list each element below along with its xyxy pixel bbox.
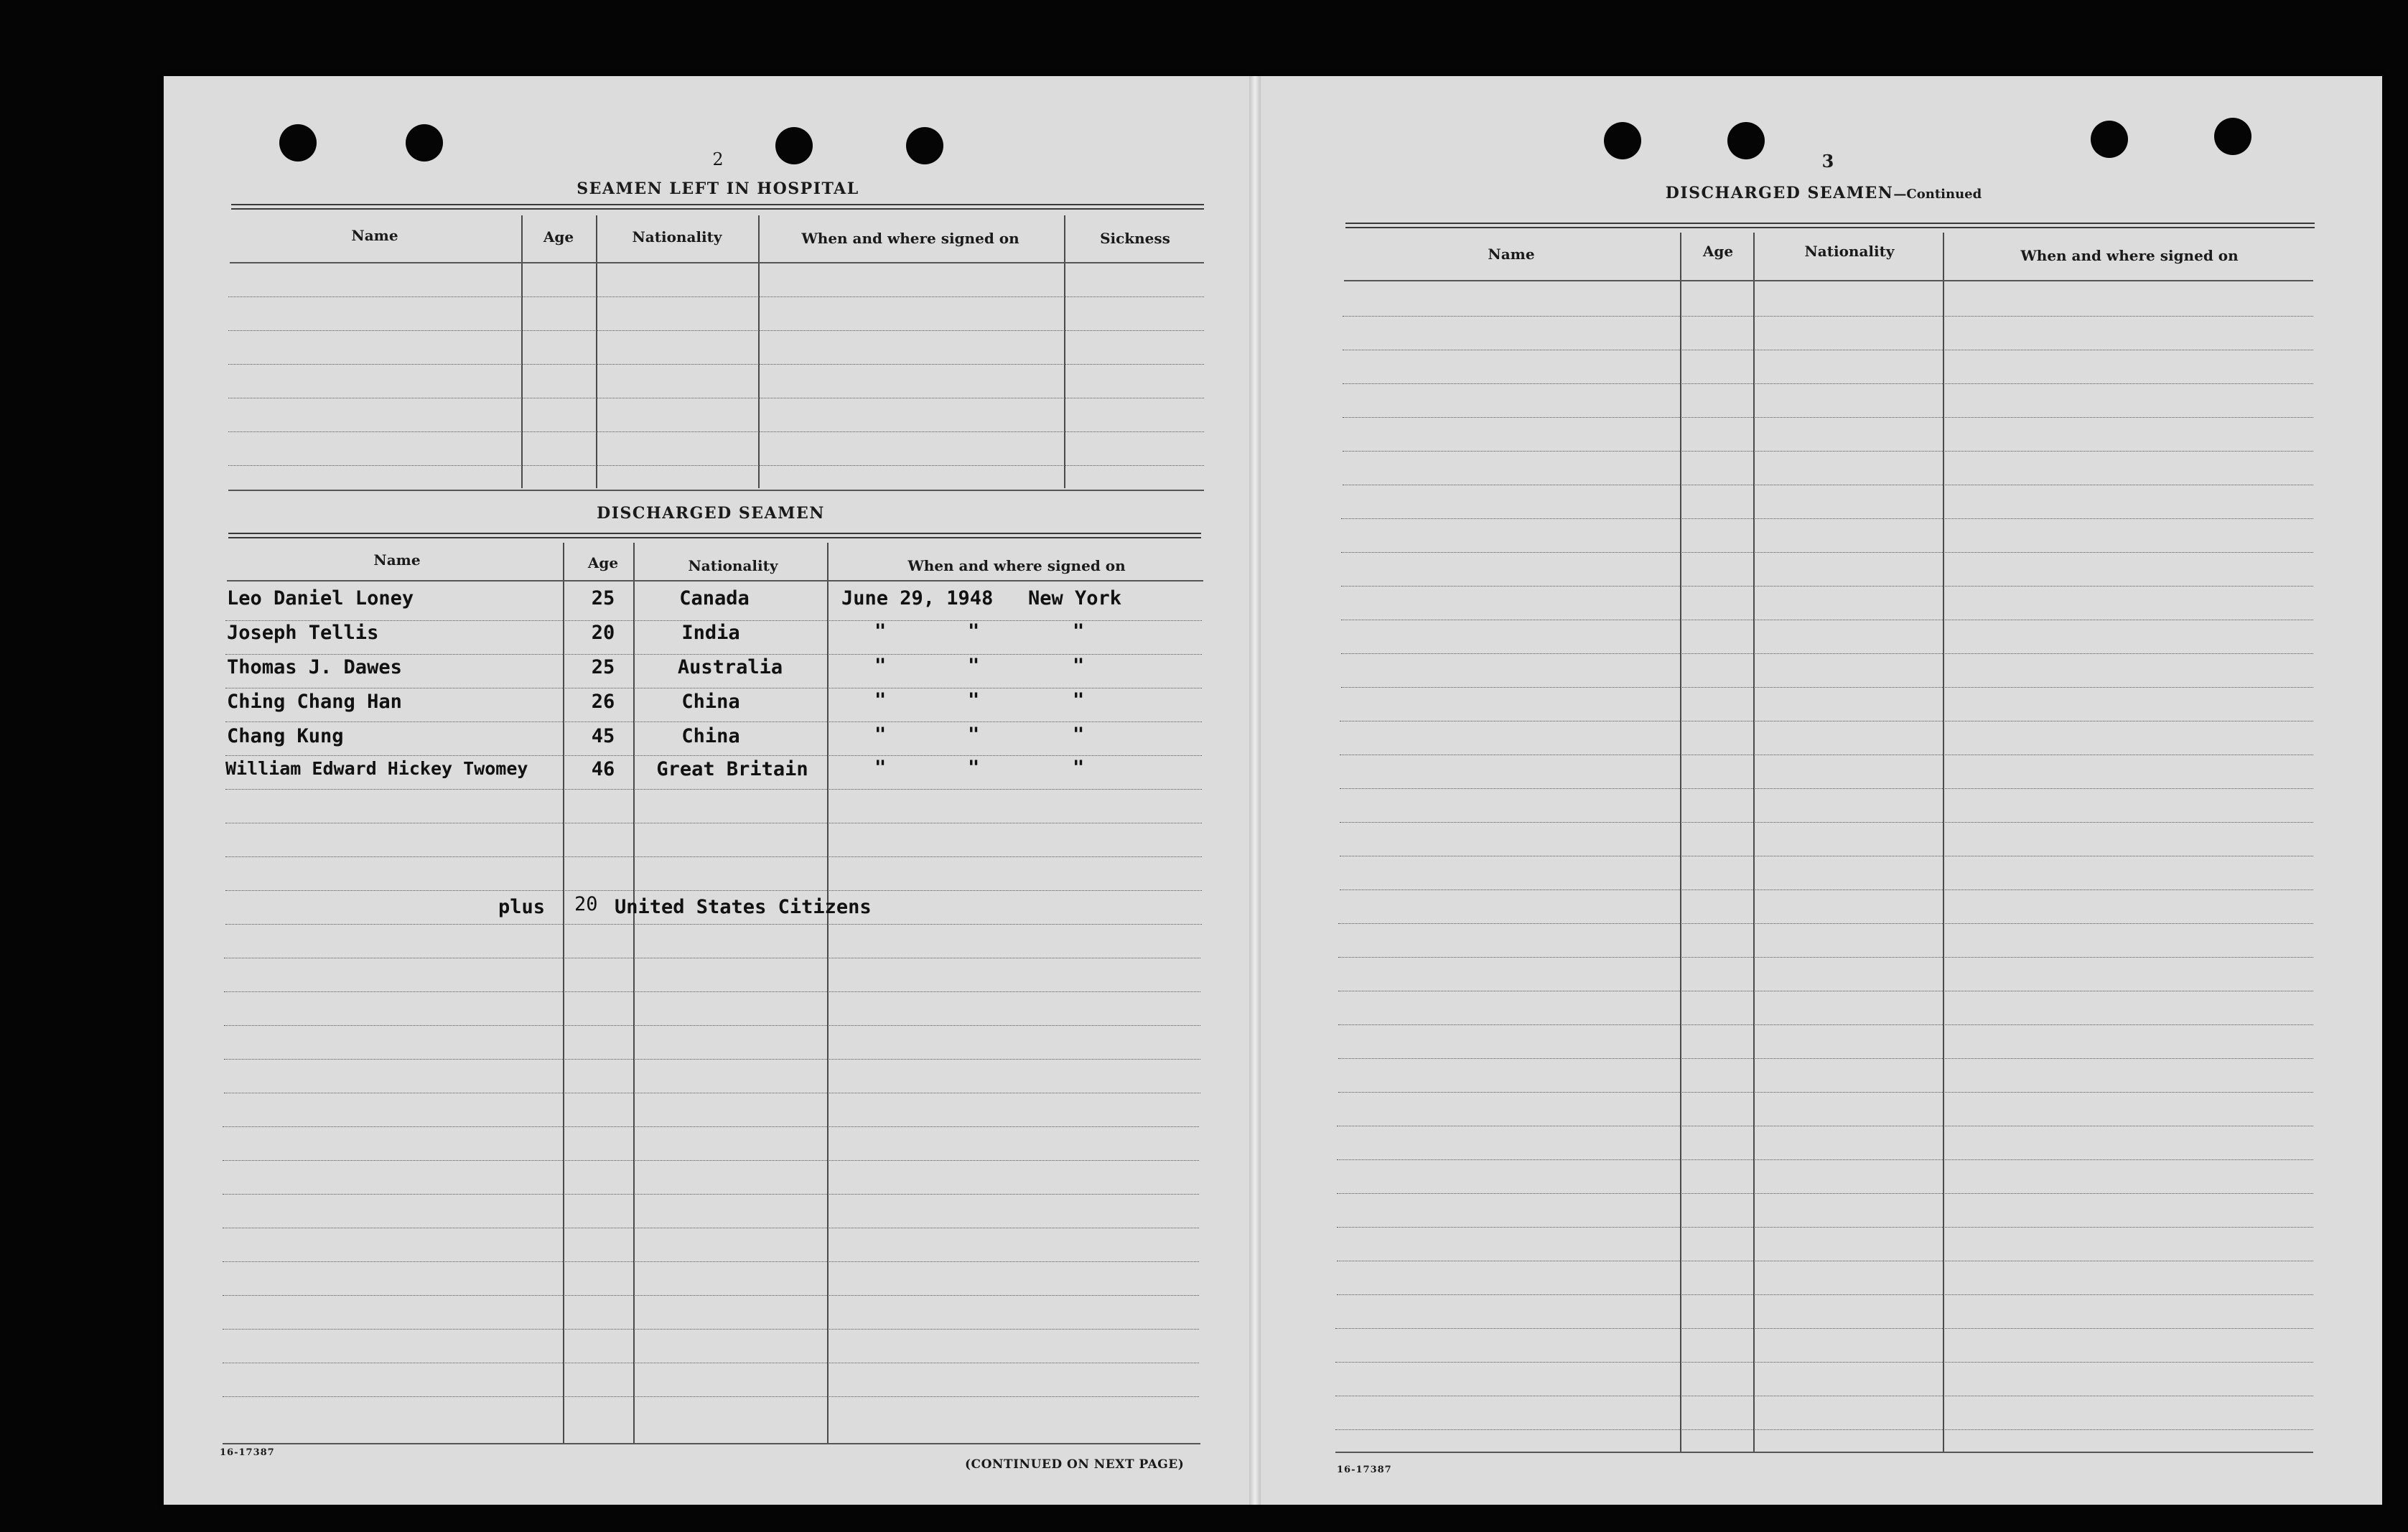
right-row-line [1340,889,2313,890]
seaman-nationality: China [681,725,740,747]
discharged-row-line [224,1059,1200,1060]
right-row-line [1343,316,2313,317]
ditto-mark: " [874,689,887,711]
hospital-header-rule [230,262,1204,263]
seaman-age: 25 [591,656,615,678]
hospital-col-sickness: Sickness [1100,230,1170,247]
discharged-divider [563,543,564,1444]
page-number: 3 [1821,151,1834,172]
discharged-row-line [225,620,1202,621]
seaman-nationality: Canada [679,587,750,609]
discharged-bottom-rule [223,1443,1200,1444]
hospital-row-line [228,296,1204,297]
ditto-mark: " [968,757,980,779]
right-page [1255,76,2382,1505]
discharged-row-line [225,755,1202,756]
punch-hole [2214,118,2251,155]
punch-hole [1604,122,1641,159]
ditto-mark: " [1073,655,1085,677]
discharged-row-line [223,1396,1199,1397]
discharged-row-line [225,924,1202,925]
title-main: DISCHARGED SEAMEN [1665,184,1894,202]
seaman-name: William Edward Hickey Twomey [225,758,528,779]
discharged-row-line [224,1025,1200,1026]
right-row-line [1343,451,2313,452]
ditto-mark: " [968,689,980,711]
seaman-age: 45 [591,725,615,747]
discharged-row-line [223,1261,1199,1262]
hospital-row-line [228,431,1204,432]
discharged-title-rule [228,533,1201,538]
right-row-line [1337,1159,2313,1160]
right-row-line [1337,1193,2313,1194]
punch-hole [775,127,813,164]
punch-hole [406,124,443,162]
page-number: 2 [712,149,724,169]
punch-hole [906,127,943,164]
seaman-age: 26 [591,691,615,713]
discharged-row-line [225,721,1202,722]
hospital-row-line [228,465,1204,466]
ditto-mark: " [1073,757,1085,779]
hospital-row-line [228,330,1204,331]
ditto-mark: " [874,620,887,643]
right-row-line [1340,788,2313,789]
discharged-col-age: Age [587,554,619,571]
form-number: 16-17387 [220,1447,275,1458]
continued-note: (CONTINUED ON NEXT PAGE) [965,1457,1185,1472]
discharged-row-line [223,1329,1199,1330]
right-row-line [1335,1429,2313,1430]
discharged-row-line [225,856,1202,857]
form-number: 16-17387 [1337,1465,1392,1475]
right-row-line [1337,1227,2313,1228]
signed-on-place: New York [1028,587,1122,609]
right-row-line [1338,1092,2313,1093]
discharged-col-when-where: When and where signed on [907,557,1126,574]
discharged-col-nationality: Nationality [688,557,778,574]
discharged-row-line [224,991,1200,992]
right-col-nationality: Nationality [1804,243,1895,260]
right-divider [1680,233,1681,1452]
right-row-line [1338,1024,2313,1025]
discharged-row-line [225,654,1202,655]
punch-hole [1727,122,1765,159]
left-page [164,76,1255,1505]
ditto-mark: " [1073,620,1085,643]
right-col-age: Age [1702,243,1734,260]
seaman-age: 20 [591,622,615,644]
punch-hole [2091,121,2128,158]
hospital-divider [758,215,760,488]
plus-label: plus [498,896,546,918]
seaman-nationality: Great Britain [656,758,808,780]
right-divider [1943,233,1944,1452]
discharged-row-line [223,1126,1199,1127]
right-row-line [1338,957,2313,958]
right-col-name: Name [1488,246,1535,263]
seaman-age: 25 [591,587,615,609]
right-col-when-where: When and where signed on [2020,247,2239,264]
discharged-section-title: DISCHARGED SEAMEN [597,504,825,523]
discharged-header-rule [227,580,1203,581]
seaman-name: Leo Daniel Loney [227,587,414,609]
right-row-line [1335,1328,2313,1329]
hospital-col-age: Age [543,228,574,246]
hospital-title-rule [231,204,1204,210]
ditto-mark: " [874,757,887,779]
right-row-line [1341,653,2313,654]
right-title-rule [1345,223,2315,228]
right-row-line [1335,1362,2313,1363]
right-row-line [1343,417,2313,418]
discharged-row-line [225,789,1202,790]
right-row-line [1340,822,2313,823]
ditto-mark: " [874,655,887,677]
seaman-nationality: India [681,622,740,644]
discharged-row-line [223,1160,1199,1161]
seaman-name: Chang Kung [227,725,344,747]
punch-hole [279,124,317,162]
seaman-name: Ching Chang Han [227,691,402,713]
ditto-mark: " [1073,724,1085,746]
discharged-row-line [223,1295,1199,1296]
hospital-row-line [228,364,1204,365]
seaman-age: 46 [591,758,615,780]
hospital-col-nationality: Nationality [632,228,722,246]
seaman-nationality: China [681,691,740,713]
discharged-col-name: Name [373,551,421,569]
right-row-line [1341,518,2313,519]
hospital-bottom-rule [228,490,1204,491]
signed-on-date: June 29, 1948 [841,587,994,609]
hospital-divider [521,215,523,488]
seaman-nationality: Australia [677,656,783,678]
hospital-divider [1064,215,1065,488]
plus-text: United States Citizens [615,896,872,918]
right-row-line [1338,923,2313,924]
right-row-line [1341,552,2313,553]
right-row-line [1338,1058,2313,1059]
ditto-mark: " [874,724,887,746]
right-row-line [1341,586,2313,587]
hospital-section-title: SEAMEN LEFT IN HOSPITAL [577,179,859,198]
right-divider [1753,233,1755,1452]
discharged-divider [827,543,829,1444]
ditto-mark: " [968,724,980,746]
page-gutter [1249,76,1261,1505]
hospital-divider [596,215,597,488]
discharged-row-line [223,1194,1199,1195]
discharged-row-line [225,890,1202,891]
right-row-line [1343,383,2313,384]
title-suffix: —Continued [1893,187,1982,202]
seaman-name: Joseph Tellis [227,622,379,644]
ditto-mark: " [968,620,980,643]
ditto-mark: " [968,655,980,677]
seaman-name: Thomas J. Dawes [227,656,402,678]
right-header-rule [1344,280,2313,281]
discharged-continued-title [1608,184,2039,202]
ditto-mark: " [1073,689,1085,711]
plus-count: 20 [574,893,598,915]
hospital-col-name: Name [351,227,398,244]
right-bottom-rule [1335,1452,2313,1453]
hospital-col-when-where: When and where signed on [801,230,1019,247]
right-row-line [1337,1294,2313,1295]
right-row-line [1341,687,2313,688]
